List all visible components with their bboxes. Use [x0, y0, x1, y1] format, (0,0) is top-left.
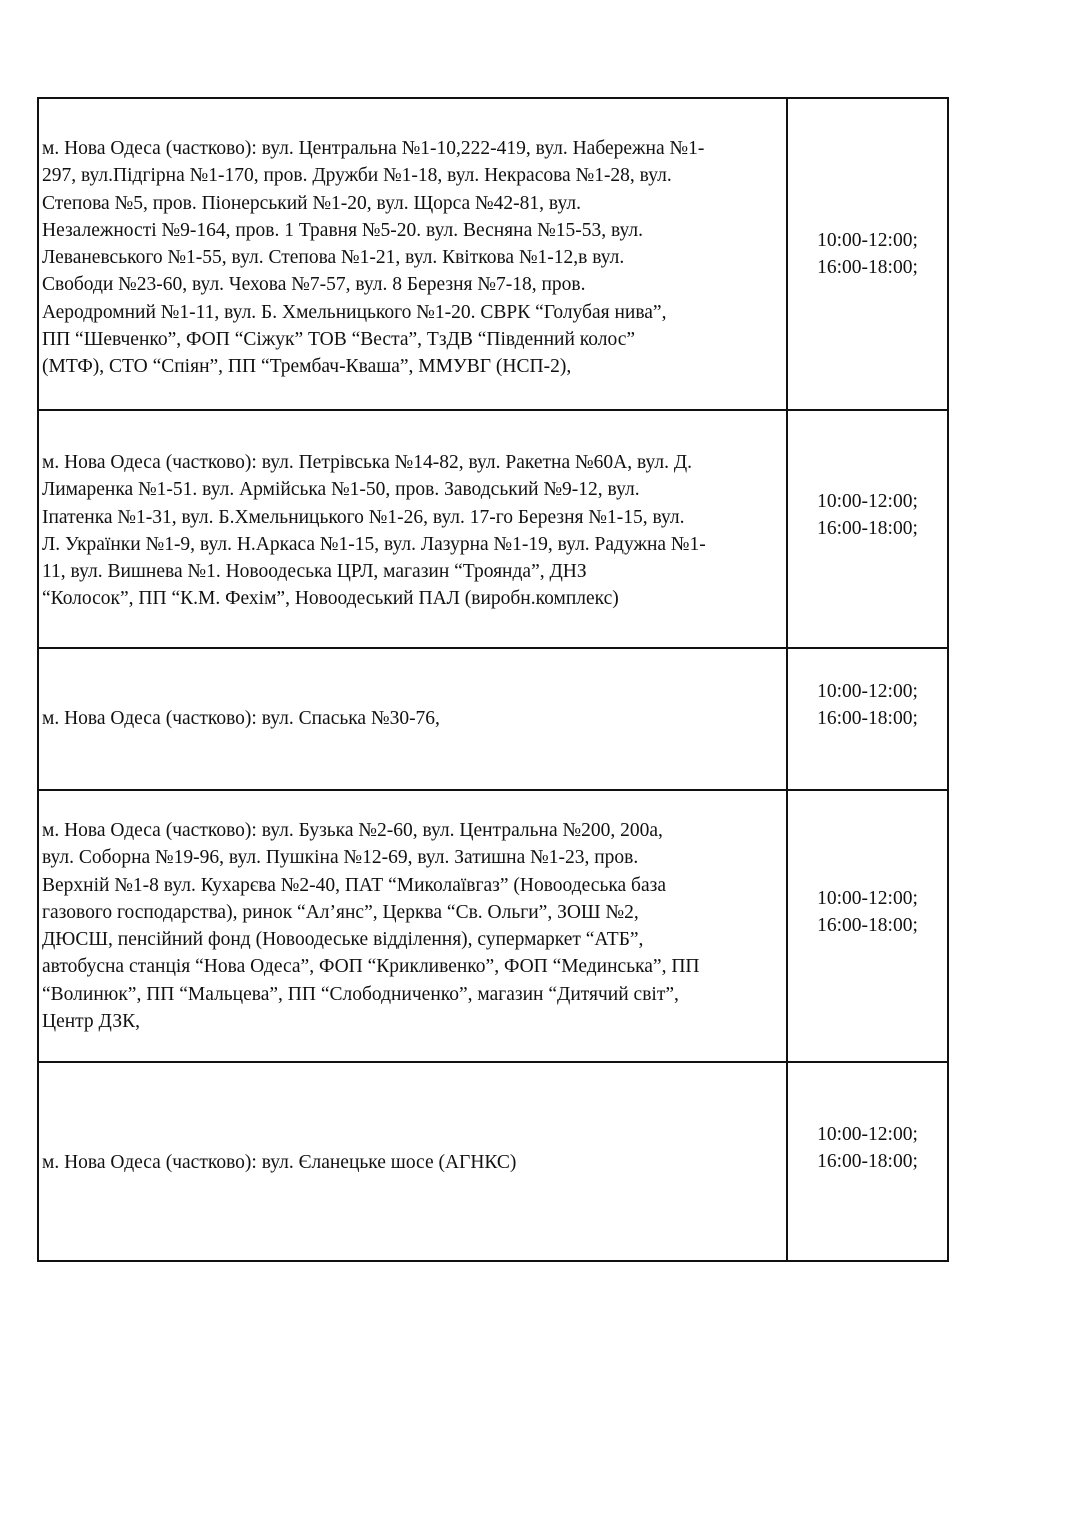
time-slot-afternoon: 16:00-18:00; [817, 915, 918, 937]
address-cell [38, 1062, 787, 1261]
address-text: м. Нова Одеса (частково): вул. Спаська №30-76, [42, 708, 440, 730]
time-cell [787, 410, 948, 648]
time-slot-morning: 10:00-12:00; [817, 1124, 918, 1145]
time-slot-afternoon: 16:00-18:00; [817, 257, 918, 278]
address-text: м. Нова Одеса (частково): вул. Центральна №1-10,222-419, вул. Набережна №1- 297, вул.Підгірна №1-170, пров. Дружби №1-18, вул. Некрасова №1-28, вул. Степова №5, пров. Піонерський №1-20, вул. Щорса №42-81, вул. Незалежності №9-164, пров. 1 Травня №5-20. вул. Весняна №15-53, вул. Леваневського №1-55, вул. Степова №1-21, вул. Квіткова №1-12,в вул. Свободи №23-60, вул. Чехова №7-57, вул. 8 Березня №7-18, пров. Аеродромний №1-11, вул. Б. Хмельницького №1-20. СВРК “Голубая нива”, ПП “Шевченко”, ФОП “Сіжук” ТОВ “Веста”, ТзДВ “Південний колос” (МТФ), СТО “Спіян”, ПП “Трембач-Кваша”, ММУВГ (НСП-2), [42, 138, 705, 378]
address-cell [38, 648, 787, 790]
time-slot-morning: 10:00-12:00; [817, 229, 918, 251]
time-slot-morning: 10:00-12:00; [817, 491, 918, 512]
time-cell [787, 790, 948, 1062]
time-slot-morning: 10:00-12:00; [817, 681, 918, 702]
address-cell [38, 98, 787, 410]
time-cell [787, 98, 948, 410]
outage-schedule-table [37, 97, 949, 1262]
address-cell [38, 790, 787, 1062]
address-cell [38, 410, 787, 648]
time-cell [787, 648, 948, 790]
time-slot-afternoon: 16:00-18:00; [817, 708, 918, 730]
time-slot-afternoon: 16:00-18:00; [817, 1151, 918, 1173]
table-row [38, 1062, 948, 1261]
address-text: м. Нова Одеса (частково): вул. Петрівська №14-82, вул. Ракетна №60А, вул. Д. Лимаренка №1-51. вул. Армійська №1-50, пров. Заводський №9-12, вул. Іпатенка №1-31, вул. Б.Хмельницького №1-26, вул. 17-го Березня №1-15, вул. Л. Українки №1-9, вул. Н.Аркаса №1-15, вул. Лазурна №1-19, вул. Радужна №1- 11, вул. Вишнева №1. Новоодеська ЦРЛ, магазин “Троянда”, ДНЗ “Колосок”, ПП “К.М. Фехім”, Новоодеський ПАЛ (виробн.комплекс) [42, 452, 706, 610]
table-row [38, 648, 948, 790]
table-row [38, 98, 948, 410]
address-text: м. Нова Одеса (частково): вул. Єланецьке шосе (АГНКС) [42, 1152, 517, 1173]
address-text: м. Нова Одеса (частково): вул. Бузька №2-60, вул. Центральна №200, 200а, вул. Соборна №19-96, вул. Пушкіна №12-69, вул. Затишна №1-23, пров. Верхній №1-8 вул. Кухарєва №2-40, ПАТ “Миколаївгаз” (Новоодеська база газового господарства), ринок “Ал’янс”, Церква “Св. Ольги”, ЗОШ №2, ДЮСШ, пенсійний фонд (Новоодеське відділення), супермаркет “АТБ”, автобусна станція “Нова Одеса”, ФОП “Крикливенко”, ФОП “Мединська”, ПП “Волинюк”, ПП “Мальцева”, ПП “Слободниченко”, магазин “Дитячий світ”, Центр ДЗК, [42, 820, 700, 1033]
table-row [38, 410, 948, 648]
time-cell [787, 1062, 948, 1261]
table-row [38, 790, 948, 1062]
time-slot-morning: 10:00-12:00; [817, 888, 918, 909]
time-slot-afternoon: 16:00-18:00; [817, 518, 918, 540]
